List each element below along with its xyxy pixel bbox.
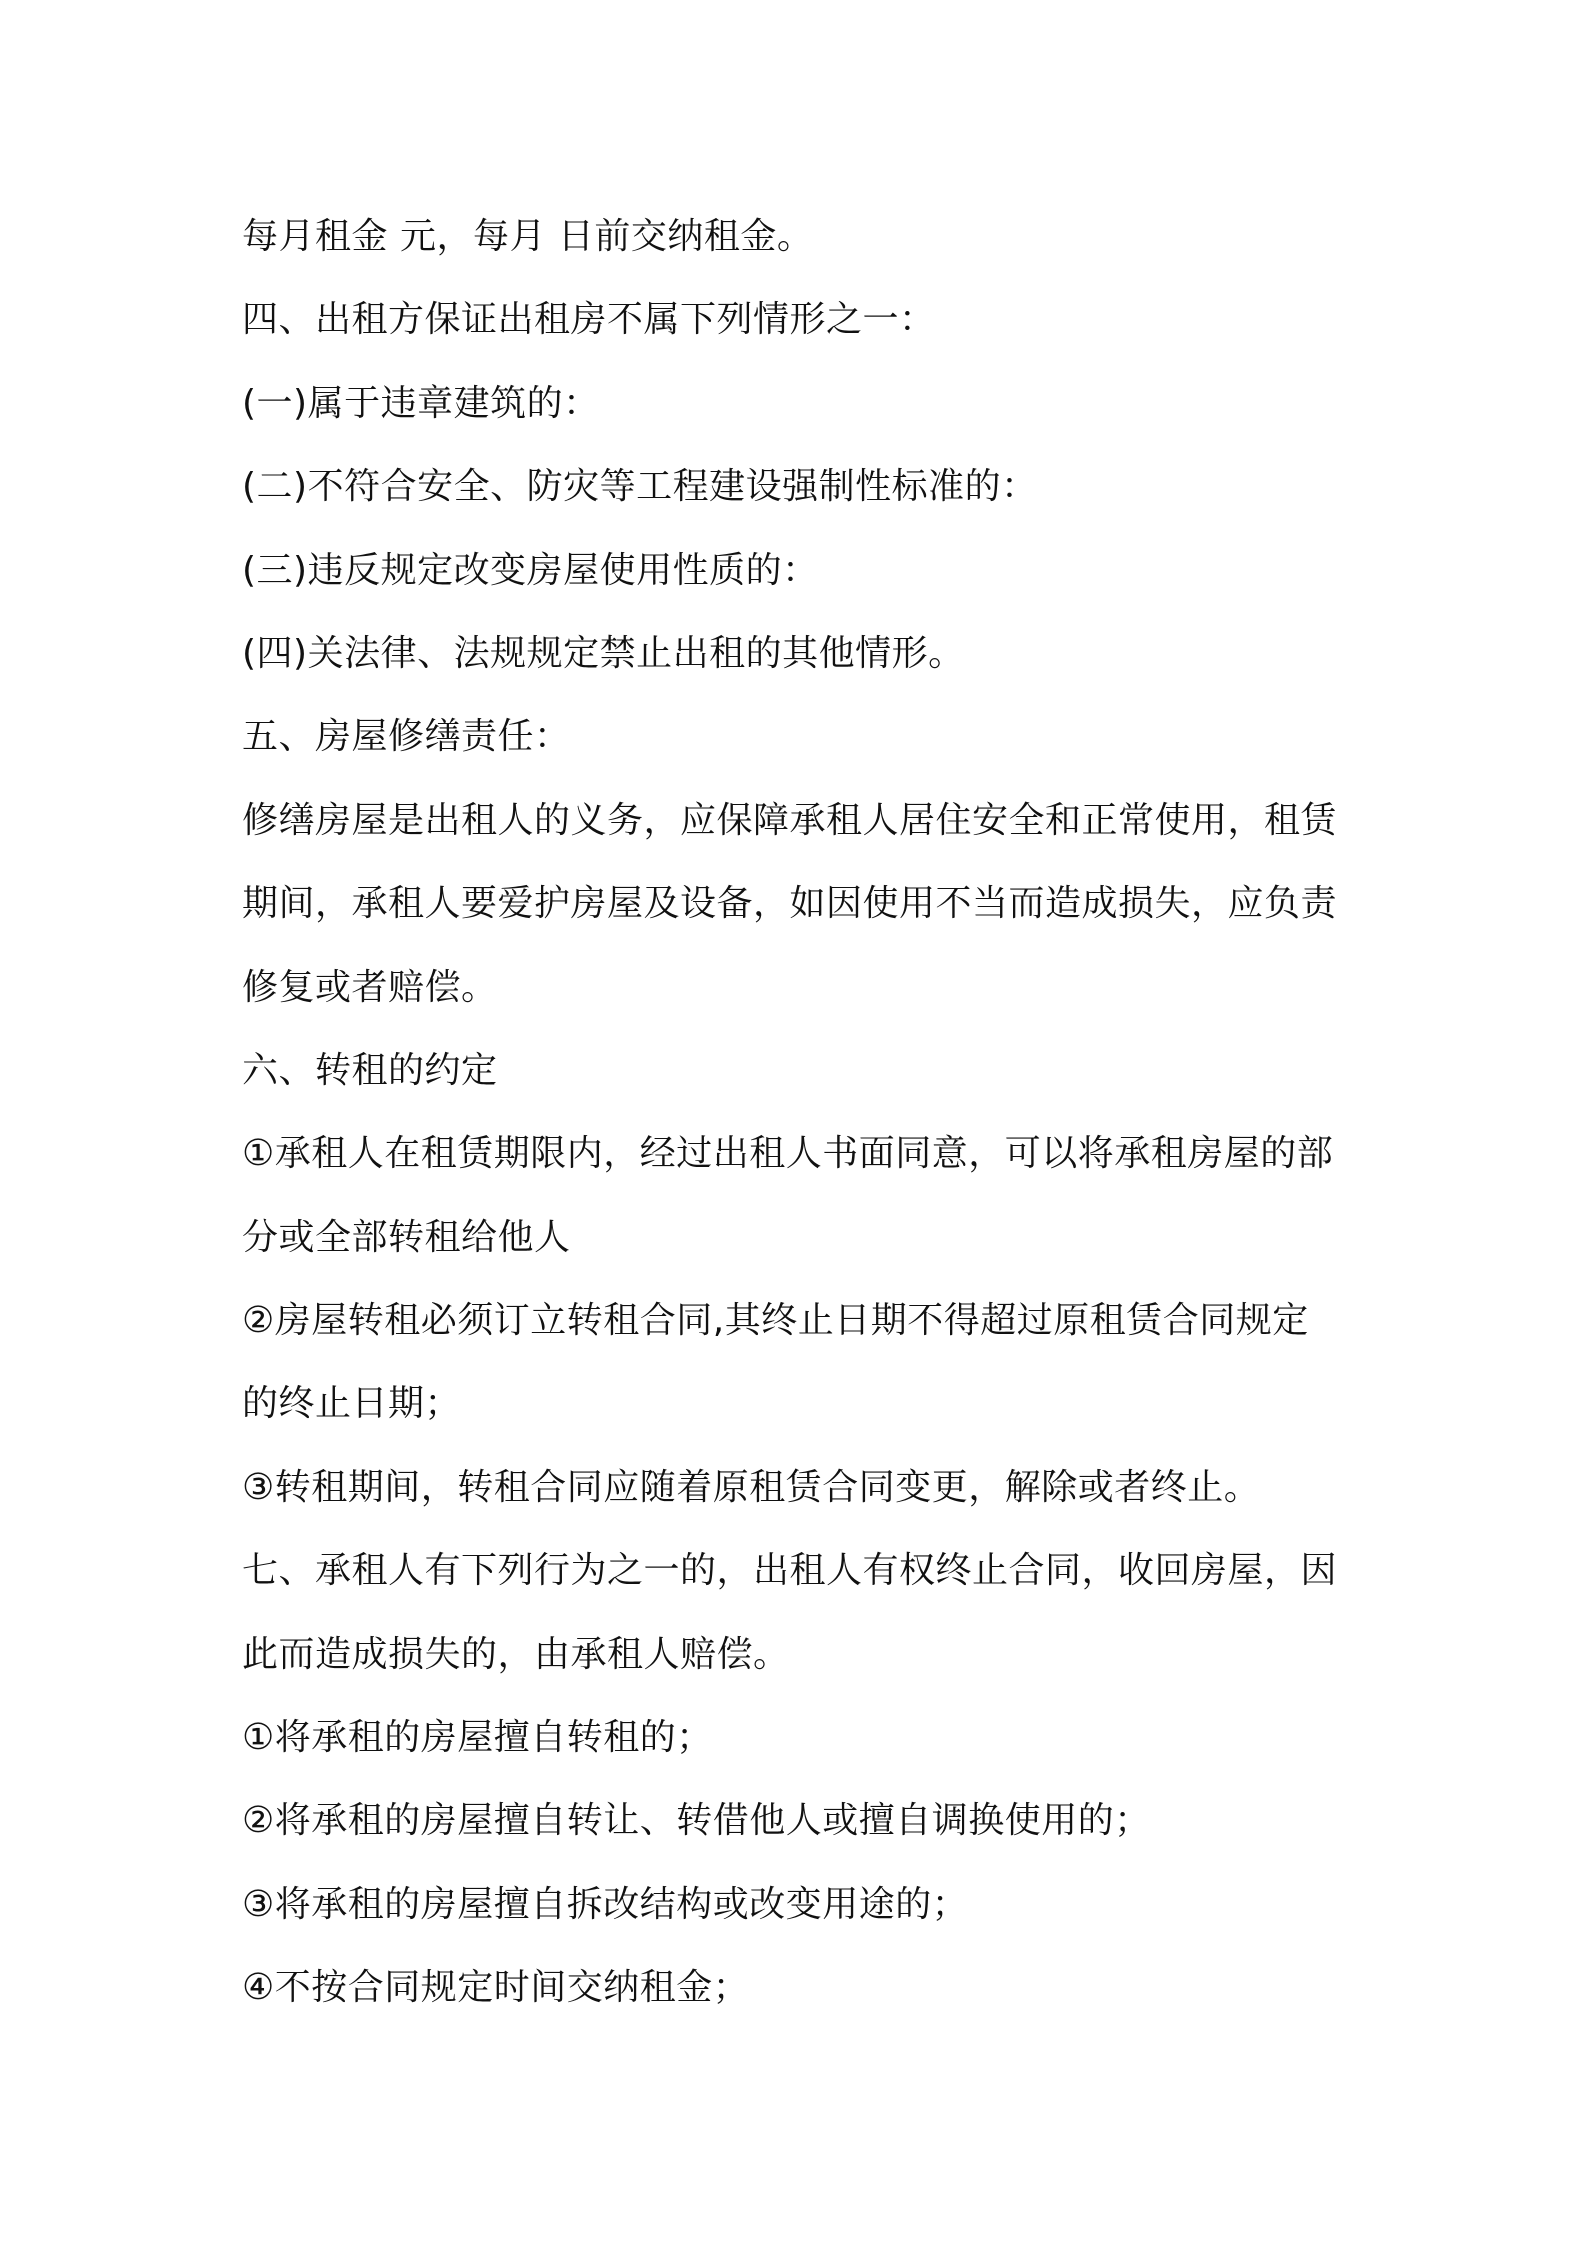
rent-payment-line: 每月租金 元，每月 日前交纳租金。 <box>242 216 814 257</box>
section-5-heading: 五、房屋修缮责任： <box>242 716 571 758</box>
section-6-item-2-line-2: 的终止日期； <box>242 1383 462 1425</box>
section-4-item-4: (四)关法律、法规规定禁止出租的其他情形。 <box>242 632 965 674</box>
section-7-heading-line-2: 此而造成损失的，由承租人赔偿。 <box>242 1633 790 1675</box>
section-6-item-1-line-1: ①承租人在租赁期限内，经过出租人书面同意，可以将承租房屋的部 <box>242 1133 1334 1175</box>
section-5-paragraph-line-3: 修复或者赔偿。 <box>242 966 498 1008</box>
section-7-item-1: ①将承租的房屋擅自转租的； <box>242 1717 713 1759</box>
section-5-paragraph-line-2: 期间，承租人要爱护房屋及设备，如因使用不当而造成损失，应负责 <box>242 883 1338 925</box>
section-6-heading: 六、转租的约定 <box>242 1049 498 1091</box>
section-6-item-2-line-1: ②房屋转租必须订立转租合同,其终止日期不得超过原租赁合同规定 <box>242 1300 1309 1342</box>
section-7-heading-line-1: 七、承租人有下列行为之一的，出租人有权终止合同，收回房屋，因 <box>242 1550 1338 1592</box>
section-4-item-3: (三)违反规定改变房屋使用性质的： <box>242 549 819 591</box>
section-5-paragraph-line-1: 修缮房屋是出租人的义务，应保障承租人居住安全和正常使用，租赁 <box>242 799 1338 841</box>
section-4-item-2: (二)不符合安全、防灾等工程建设强制性标准的： <box>242 466 1038 508</box>
section-6-item-3: ③转租期间，转租合同应随着原租赁合同变更，解除或者终止。 <box>242 1466 1261 1508</box>
section-6-item-1-line-2: 分或全部转租给他人 <box>242 1216 571 1258</box>
section-7-item-2: ②将承租的房屋擅自转让、转借他人或擅自调换使用的； <box>242 1800 1151 1842</box>
section-4-heading: 四、出租方保证出租房不属下列情形之一： <box>242 299 936 341</box>
section-7-item-4: ④不按合同规定时间交纳租金； <box>242 1967 750 2009</box>
contract-text <box>242 195 1362 2030</box>
section-4-item-1: (一)属于违章建筑的： <box>242 382 600 424</box>
section-7-item-3: ③将承租的房屋擅自拆改结构或改变用途的； <box>242 1883 969 1925</box>
